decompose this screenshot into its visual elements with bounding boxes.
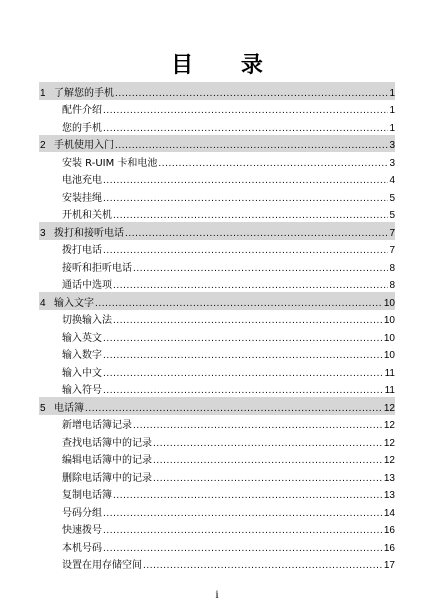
toc-leader-dots: [153, 473, 383, 485]
toc-entry[interactable]: [39, 485, 395, 503]
toc-page-number: 3: [389, 157, 395, 169]
toc-entry-title: 输入中文: [62, 367, 102, 379]
toc-entry-title: 号码分组: [62, 507, 102, 519]
toc-entry-title: 本机号码: [62, 542, 102, 554]
toc-leader-dots: [103, 368, 384, 380]
toc-leader-dots: [125, 228, 388, 240]
toc-section-1[interactable]: [39, 82, 395, 100]
toc-entry-title: 安装 R-UIM 卡和电池: [62, 157, 158, 169]
toc-entry[interactable]: [39, 362, 395, 380]
toc-page-number: 8: [389, 262, 395, 274]
toc-entry[interactable]: [39, 537, 395, 555]
toc-section-title: 输入文字: [54, 297, 94, 309]
toc-section-2[interactable]: [39, 135, 395, 153]
toc-page-number: 16: [383, 542, 395, 554]
toc-entry-title: 新增电话簿记录: [62, 420, 132, 431]
toc-entry[interactable]: [39, 310, 395, 328]
toc-page-number: 3: [389, 140, 395, 151]
toc-page-number: 17: [383, 560, 395, 571]
toc-page-number: 1: [389, 87, 395, 99]
page-title: 目 录: [171, 53, 283, 78]
toc-leader-dots: [113, 280, 388, 292]
toc-leader-dots: [143, 560, 383, 572]
toc-entry[interactable]: [39, 257, 395, 275]
toc-page-number: 13: [383, 472, 395, 484]
toc-page-number: 7: [389, 245, 395, 256]
toc-entry-title: 输入英文: [62, 332, 102, 344]
toc-entry[interactable]: [39, 467, 395, 485]
toc-entry-title: 电池充电: [62, 175, 102, 186]
toc-page-number: 11: [384, 367, 395, 379]
toc-entry[interactable]: [39, 555, 395, 573]
toc-entry-title: 拨打电话: [62, 245, 102, 256]
toc-entry-title: 输入数字: [62, 350, 102, 361]
toc-entry[interactable]: [39, 187, 395, 205]
toc-leader-dots: [133, 420, 383, 432]
toc-entry[interactable]: [39, 450, 395, 468]
toc-section-3[interactable]: [39, 222, 395, 240]
toc-leader-dots: [103, 123, 388, 135]
toc-page-number: 12: [383, 402, 395, 414]
toc-entry[interactable]: [39, 117, 395, 135]
toc-page-number: 1: [389, 105, 395, 116]
toc-leader-dots: [103, 543, 383, 555]
toc-section-title: 电话簿: [54, 402, 84, 414]
toc-section-number: 5: [40, 402, 46, 414]
toc-page-number: 1: [389, 122, 395, 134]
toc-leader-dots: [158, 158, 388, 170]
toc-page-number: 10: [383, 350, 395, 361]
toc-entry[interactable]: [39, 502, 395, 520]
toc-leader-dots: [103, 245, 388, 257]
toc-entry[interactable]: [39, 205, 395, 223]
toc-leader-dots: [103, 333, 383, 345]
toc-entry-title: 编辑电话簿中的记录: [62, 455, 152, 466]
toc-page-number: 11: [384, 385, 395, 396]
toc-entry-title: 您的手机: [62, 122, 102, 134]
toc-section-4[interactable]: [39, 292, 395, 310]
toc-leader-dots: [103, 193, 388, 205]
toc-entry-title: 通话中选项: [62, 280, 112, 291]
toc-leader-dots: [95, 298, 383, 310]
toc-leader-dots: [103, 508, 383, 520]
toc-leader-dots: [113, 315, 383, 327]
toc-section-5[interactable]: [39, 397, 395, 415]
toc-leader-dots: [103, 105, 388, 117]
toc-page-number: 4: [389, 175, 395, 186]
toc-leader-dots: [103, 350, 383, 362]
table-of-contents: [39, 82, 395, 572]
toc-page-number: 14: [383, 507, 395, 519]
toc-leader-dots: [153, 438, 383, 450]
toc-entry[interactable]: [39, 380, 395, 398]
toc-page-number: 12: [383, 455, 395, 466]
toc-leader-dots: [113, 490, 383, 502]
toc-entry[interactable]: [39, 100, 395, 118]
toc-leader-dots: [153, 455, 383, 467]
toc-leader-dots: [103, 385, 384, 397]
toc-entry[interactable]: [39, 415, 395, 433]
toc-entry-title: 切换输入法: [62, 315, 112, 326]
toc-entry-title: 快速拨号: [62, 525, 102, 536]
toc-entry-title: 复制电话簿: [62, 490, 112, 501]
toc-entry[interactable]: [39, 240, 395, 258]
page-number-footer: i: [215, 587, 219, 601]
toc-page-number: 12: [383, 420, 395, 431]
toc-leader-dots: [115, 88, 388, 100]
toc-entry[interactable]: [39, 327, 395, 345]
toc-entry[interactable]: [39, 152, 395, 170]
toc-entry[interactable]: [39, 345, 395, 363]
toc-page-number: 10: [383, 332, 395, 344]
toc-page-number: 12: [383, 437, 395, 449]
toc-entry[interactable]: [39, 170, 395, 188]
toc-entry-title: 查找电话簿中的记录: [62, 437, 152, 449]
toc-leader-dots: [103, 175, 388, 187]
toc-section-title: 了解您的手机: [54, 87, 114, 99]
toc-page-number: 10: [383, 297, 395, 309]
toc-page-number: 10: [383, 315, 395, 326]
toc-section-number: 4: [40, 297, 46, 309]
toc-entry-title: 配件介绍: [62, 105, 102, 116]
toc-entry-title: 安装挂绳: [62, 192, 102, 204]
toc-page-number: 5: [389, 192, 395, 204]
toc-entry-title: 删除电话簿中的记录: [62, 472, 152, 484]
toc-leader-dots: [113, 210, 388, 222]
toc-entry[interactable]: [39, 432, 395, 450]
toc-section-title: 手机使用入门: [54, 140, 114, 151]
toc-page-number: 5: [389, 210, 395, 221]
toc-leader-dots: [85, 403, 383, 415]
toc-entry-title: 设置在用存储空间: [62, 560, 142, 571]
toc-entry[interactable]: [39, 520, 395, 538]
toc-page-number: 8: [389, 280, 395, 291]
toc-page-number: 16: [383, 525, 395, 536]
toc-section-title: 拨打和接听电话: [54, 227, 124, 239]
toc-leader-dots: [103, 525, 383, 537]
toc-entry-title: 输入符号: [62, 385, 102, 396]
toc-section-number: 3: [40, 227, 46, 239]
toc-entry-title: 开机和关机: [62, 210, 112, 221]
toc-leader-dots: [133, 263, 388, 275]
toc-page-number: 13: [383, 490, 395, 501]
toc-page-number: 7: [389, 227, 395, 239]
toc-section-number: 1: [40, 87, 46, 99]
toc-section-number: 2: [40, 140, 46, 151]
toc-leader-dots: [115, 140, 388, 152]
toc-entry-title: 接听和拒听电话: [62, 262, 132, 274]
toc-entry[interactable]: [39, 275, 395, 293]
